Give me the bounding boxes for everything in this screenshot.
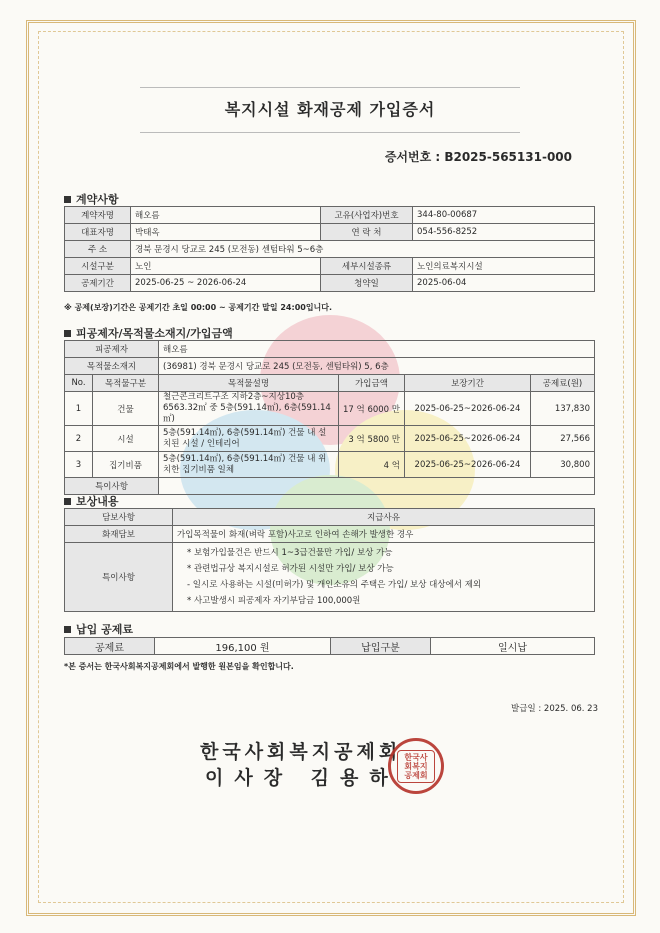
list-item: * 보험가입물건은 반드시 1~3급건물만 가입/ 보상 가능	[187, 548, 393, 558]
ceo-name: 이사장 김용하	[205, 767, 399, 789]
section-coverage: 보상내용	[64, 493, 119, 509]
table-row: 피공제자 해오름	[65, 341, 595, 358]
table-header: 담보사항 지급사유	[65, 509, 595, 526]
original-note: *본 증서는 한국사회복지공제회에서 발행한 원본임을 확인합니다.	[64, 662, 294, 671]
list-item: - 일시로 사용하는 시설(미허가) 및 개인소유의 주택은 가입/ 보상 대상에서 제외	[187, 580, 482, 590]
table-row: 대표자명 박태옥 연 락 처 054-556-8252	[65, 224, 595, 241]
organization-name: 한국사회복지공제회	[200, 741, 402, 763]
section-insured: 피공제자/목적물소재지/가입금액	[64, 325, 233, 341]
table-header: No. 목적물구분 목적물설명 가입금액 보장기간 공제료(원)	[65, 375, 595, 392]
table-row: 시설구분 노인 세부시설종류 노인의료복지시설	[65, 258, 595, 275]
table-row: 화재담보 가입목적물이 화재(벼락 포함)사고로 인하여 손해가 발생한 경우	[65, 526, 595, 543]
section-contract: 계약사항	[64, 191, 119, 207]
issue-date: 발급일 : 2025. 06. 23	[511, 704, 598, 714]
insured-table	[64, 340, 595, 495]
table-row: 1 건물 철근콘크리트구조 지하2층~지상10층 6563.32㎡ 중 5층(591.14㎡), 6층(591.14㎡) 17 억 6000 만 2025-06-25~2026-06-24 137,830	[65, 392, 595, 426]
coverage-table	[64, 508, 595, 612]
certificate-title: 복지시설 화재공제 가입증서	[140, 87, 520, 133]
table-row: 목적물소재지 (36981) 경북 문경시 당교로 245 (모전동, 센텀타워) 5, 6층	[65, 358, 595, 375]
table-row: 주 소 경북 문경시 당교로 245 (모전동) 센텀타워 5~6층	[65, 241, 595, 258]
table-row: 2 시설 5층(591.14㎡), 6층(591.14㎡) 건물 내 설치된 시설 / 인테리어 3 억 5800 만 2025-06-25~2026-06-24 27,566	[65, 426, 595, 452]
special-terms-list	[177, 545, 590, 609]
table-row: 공제기간 2025-06-25 ~ 2026-06-24 청약일 2025-06-04	[65, 275, 595, 292]
list-item: * 사고발생시 피공제자 자기부담금 100,000원	[187, 596, 361, 606]
certificate-number: 증서번호 : B2025-565131-000	[384, 150, 572, 164]
contract-table	[64, 206, 595, 292]
section-payment: 납입 공제료	[64, 621, 133, 637]
table-row: 특이사항 * 보험가입물건은 반드시 1~3급건물만 가입/ 보상 가능 * 관련법규상 복지시설로 허가된 시설만 가입/ 보상 가능 - 일시로 사용하는 시설(미허가) 및 개인소유의 주택은 가입/ 보상 대상에서 제외 * 사고발생시 피공제자 자기부담금 100,000원	[65, 543, 595, 612]
official-seal: 한국사회복지공제회	[388, 738, 444, 794]
table-row: 3 집기비품 5층(591.14㎡), 6층(591.14㎡) 건물 내 위치한 집기비품 일체 4 억 2025-06-25~2026-06-24 30,800	[65, 452, 595, 478]
period-note: ※ 공제(보장)기간은 공제기간 초일 00:00 ~ 공제기간 말일 24:00입니다.	[64, 303, 333, 312]
list-item: * 관련법규상 복지시설로 허가된 시설만 가입/ 보상 가능	[187, 564, 394, 574]
payment-table	[64, 637, 595, 655]
table-row: 계약자명 해오름 고유(사업자)번호 344-80-00687	[65, 207, 595, 224]
table-row: 공제료 196,100 원 납입구분 일시납	[65, 638, 595, 655]
table-row: 특이사항	[65, 478, 595, 495]
